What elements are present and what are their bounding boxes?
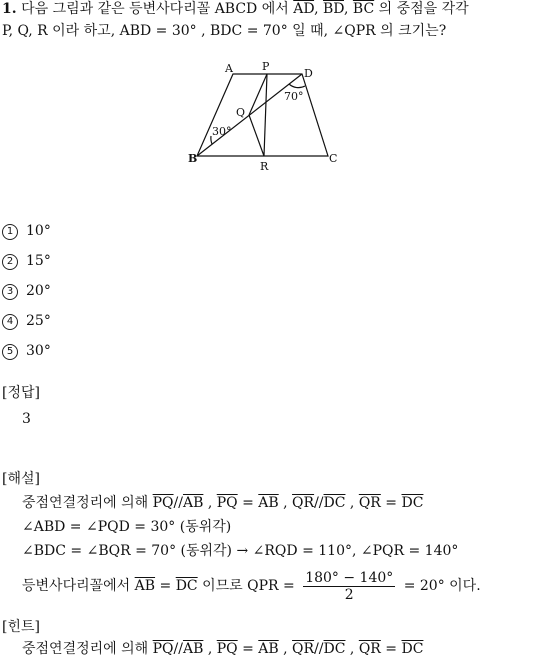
hint-heading: [힌트] (2, 619, 40, 635)
question-text-prefix: 다음 그림과 같은 등변사다리꼴 ABCD 에서 (21, 1, 294, 17)
angle-arc-70 (289, 84, 305, 88)
label-p: P (262, 60, 270, 73)
explanation-text: = 20° 이다. (399, 578, 481, 594)
question-line-2: P, Q, R 이라 하고, ABD = 30° , BDC = 70° 일 때, ∠QPR 의 크기는? (2, 23, 447, 39)
segment-qr: $\overline{QR}$ (292, 495, 315, 511)
segment-bd: $\overline{BD}$ (322, 1, 344, 17)
label-d: D (304, 67, 313, 80)
separator: , (203, 641, 217, 657)
choice-3[interactable] (2, 282, 51, 300)
segment-pq: $\overline{PQ}$ (152, 495, 174, 511)
answer-value: 3 (22, 411, 31, 427)
separator: , (278, 641, 293, 657)
choice-marker: 5 (2, 344, 18, 360)
segment-ab: $\overline{AB}$ (182, 495, 204, 511)
separator: , (278, 495, 293, 511)
label-b: B (188, 152, 198, 165)
segment-ab: $\overline{AB}$ (182, 641, 204, 657)
choice-4[interactable] (2, 312, 51, 330)
segment-dc: $\overline{DC}$ (401, 641, 424, 657)
explanation-line-1 (22, 494, 423, 512)
trapezoid-figure (188, 60, 340, 176)
segment-pq: $\overline{PQ}$ (216, 495, 238, 511)
equals-sign: = (380, 495, 402, 511)
explanation-line-3: ∠BDC = ∠BQR = 70° (동위각) → ∠RQD = 110°, ∠PQR = 140° (22, 543, 459, 559)
choice-marker: 1 (2, 224, 18, 240)
segment-qr: $\overline{QR}$ (358, 641, 381, 657)
question-number: 1. (2, 1, 17, 17)
choice-1[interactable] (2, 222, 51, 240)
segment-ab: $\overline{AB}$ (258, 641, 279, 657)
parallel-sign: // (173, 495, 183, 511)
fraction-denominator: 2 (344, 586, 354, 603)
choice-text: 10° (26, 223, 51, 239)
hint-text: 중점연결정리에 의해 (22, 641, 153, 657)
equals-sign: = (237, 495, 259, 511)
segment-dc: $\overline{DC}$ (175, 578, 198, 594)
question-line-1: 1. 다음 그림과 같은 등변사다리꼴 ABCD 에서 $\overline{AD}$, $\overline{BD}$, $\overline{BC}$ 의 중점을 각각 (2, 1, 469, 17)
equals-sign: = (237, 641, 259, 657)
choice-2[interactable] (2, 252, 51, 270)
segment-ab: $\overline{AB}$ (134, 578, 156, 594)
label-c: C (329, 152, 338, 165)
segment-pr (264, 74, 267, 156)
answer-heading: [정답] (2, 385, 40, 401)
question-text-suffix: 의 중점을 각각 (374, 1, 469, 17)
separator: , (345, 641, 359, 657)
fraction-numerator: 180° − 140° (305, 569, 394, 586)
choice-text: 30° (26, 343, 51, 359)
segment-pq: $\overline{PQ}$ (152, 641, 174, 657)
choice-marker: 4 (2, 314, 18, 330)
separator: , (345, 495, 359, 511)
choice-text: 15° (26, 253, 51, 269)
separator: , (203, 495, 217, 511)
label-a: A (225, 62, 233, 75)
choice-text: 20° (26, 283, 51, 299)
parallel-sign: // (173, 641, 183, 657)
equals-sign: = (155, 578, 176, 594)
explanation-text: 중점연결정리에 의해 (22, 495, 153, 511)
label-q: Q (236, 106, 246, 119)
segment-ab: $\overline{AB}$ (258, 495, 279, 511)
explanation-text: 등변사다리꼴에서 (22, 578, 135, 594)
parallel-sign: // (314, 641, 324, 657)
segment-ad: $\overline{AD}$ (293, 1, 315, 17)
choice-marker: 2 (2, 254, 18, 270)
segment-dc: $\overline{DC}$ (323, 641, 346, 657)
equals-sign: = (380, 641, 402, 657)
fraction (303, 570, 395, 603)
segment-dc: $\overline{DC}$ (323, 495, 346, 511)
segment-pq: $\overline{PQ}$ (216, 641, 238, 657)
choice-5[interactable] (2, 342, 51, 360)
explanation-text: 이므로 QPR = (197, 578, 300, 594)
explanation-line-2: ∠ABD = ∠PQD = 30° (동위각) (22, 519, 232, 535)
segment-qr: $\overline{QR}$ (358, 495, 381, 511)
choice-text: 25° (26, 313, 51, 329)
hint-line-1 (22, 640, 423, 658)
trapezoid-outline (197, 74, 328, 156)
segment-qr: $\overline{QR}$ (292, 641, 315, 657)
angle-label-70: 70° (284, 90, 304, 103)
explanation-heading: [해설] (2, 471, 40, 487)
segment-bc: $\overline{BC}$ (352, 1, 375, 17)
angle-label-30: 30° (212, 125, 232, 138)
choice-marker: 3 (2, 284, 18, 300)
explanation-line-4 (22, 568, 481, 604)
label-r: R (260, 160, 269, 173)
segment-qr (249, 115, 264, 156)
segment-dc: $\overline{DC}$ (401, 495, 424, 511)
parallel-sign: // (314, 495, 324, 511)
